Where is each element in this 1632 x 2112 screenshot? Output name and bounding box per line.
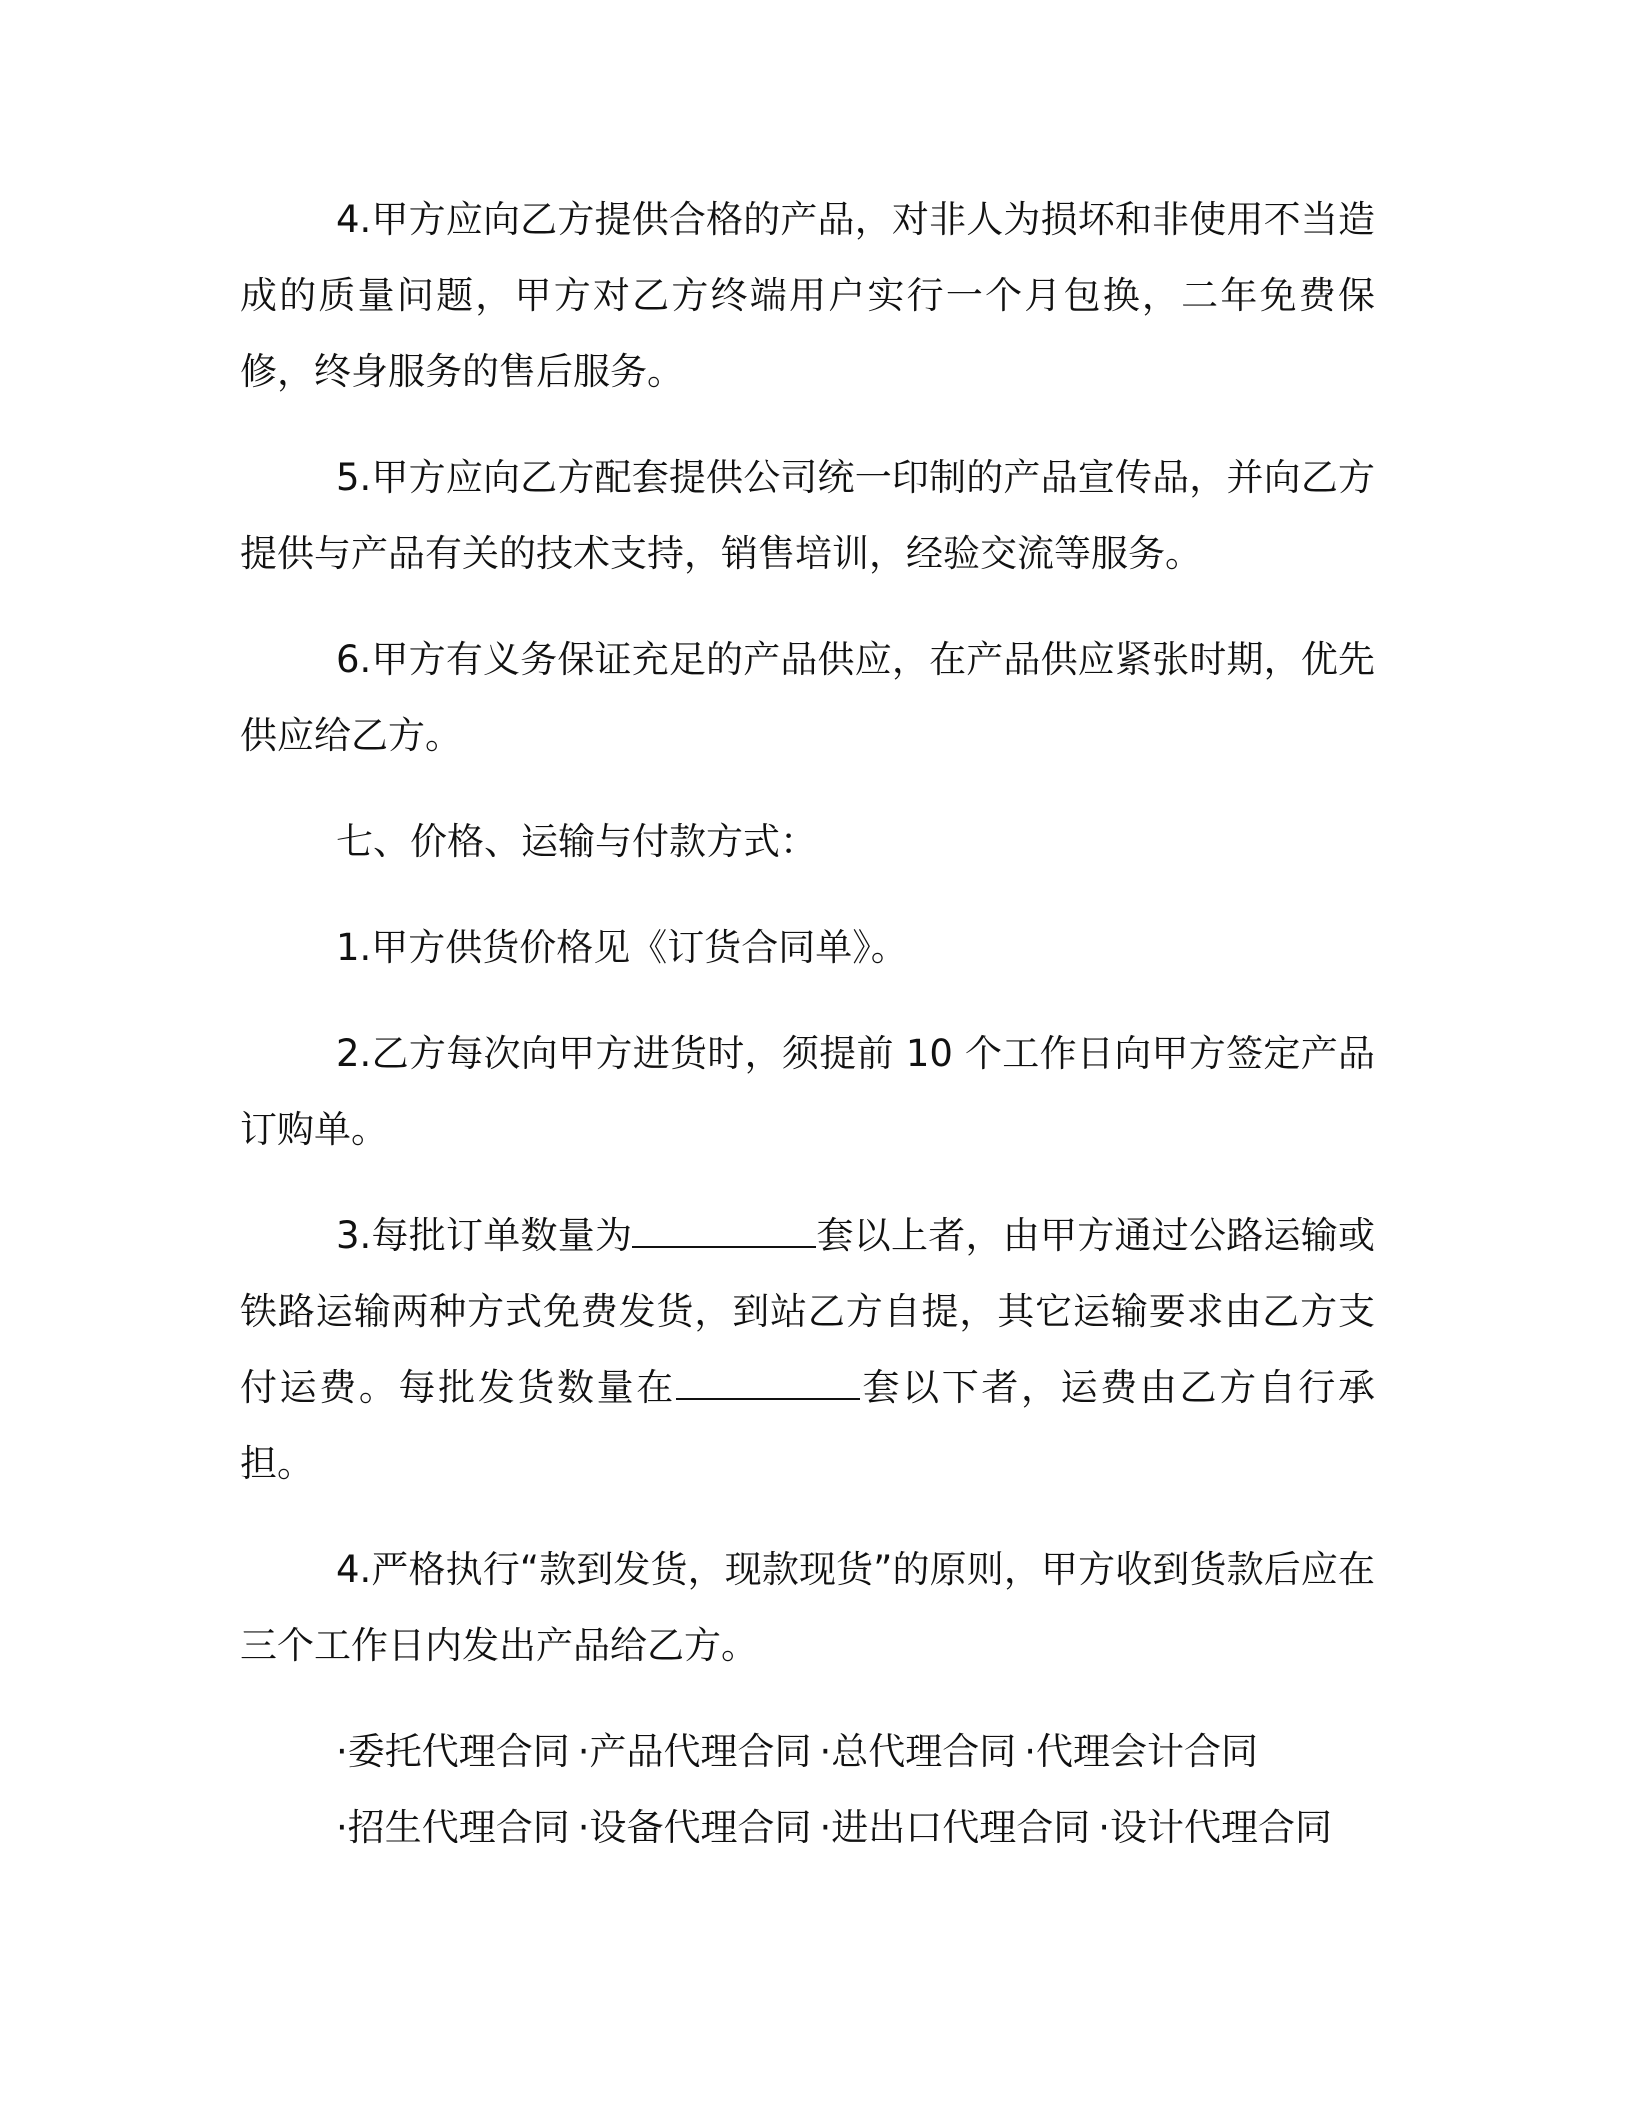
fill-in-blank-quantity-2	[676, 1368, 860, 1400]
clause-1-price: 1.甲方供货价格见《订货合同单》。	[336, 926, 908, 969]
link-equipment-agency-contract[interactable]: ·设备代理合同	[577, 1806, 812, 1849]
clause-3-text-1: 3.每批订单数量为	[336, 1214, 633, 1257]
clause-4-warranty: 4.甲方应向乙方提供合格的产品，对非人为损坏和非使用不当造成的质量问题，甲方对乙方终端用户实行一个月包换，二年免费保修，终身服务的售后服务。	[240, 198, 1375, 393]
clause-3-shipping	[240, 1198, 1375, 1502]
document-body	[240, 182, 1375, 1866]
related-links-row-1	[240, 1714, 1375, 1790]
related-links-row-2	[240, 1790, 1375, 1866]
link-accounting-agency-contract[interactable]: ·代理会计合同	[1024, 1730, 1259, 1773]
link-design-agency-contract[interactable]: ·设计代理合同	[1098, 1806, 1333, 1849]
section-7-heading: 七、价格、运输与付款方式：	[336, 820, 817, 863]
clause-3-text-3: 套以下者，运费由乙方自行承担。	[240, 1366, 1375, 1485]
link-entrusted-agency-contract[interactable]: ·委托代理合同	[336, 1730, 570, 1773]
link-product-agency-contract[interactable]: ·产品代理合同	[577, 1730, 812, 1773]
clause-3-text-2: 套以上者，由甲方通过公路运输或铁路运输两种方式免费发货，到站乙方自提，其它运输要求由乙方支付运费。每批发货数量在	[240, 1214, 1375, 1409]
clause-6-supply: 6.甲方有义务保证充足的产品供应，在产品供应紧张时期，优先供应给乙方。	[240, 638, 1375, 757]
clause-5-support: 5.甲方应向乙方配套提供公司统一印制的产品宣传品，并向乙方提供与产品有关的技术支持，销售培训，经验交流等服务。	[240, 456, 1375, 575]
link-import-export-agency-contract[interactable]: ·进出口代理合同	[819, 1806, 1091, 1849]
fill-in-blank-quantity-1	[632, 1216, 816, 1248]
clause-4-payment: 4.严格执行“款到发货，现款现货”的原则，甲方收到货款后应在三个工作日内发出产品给乙方。	[240, 1548, 1375, 1667]
link-general-agency-contract[interactable]: ·总代理合同	[819, 1730, 1017, 1773]
link-enrollment-agency-contract[interactable]: ·招生代理合同	[336, 1806, 570, 1849]
clause-2-order: 2.乙方每次向甲方进货时，须提前 10 个工作日向甲方签定产品订购单。	[240, 1032, 1375, 1151]
